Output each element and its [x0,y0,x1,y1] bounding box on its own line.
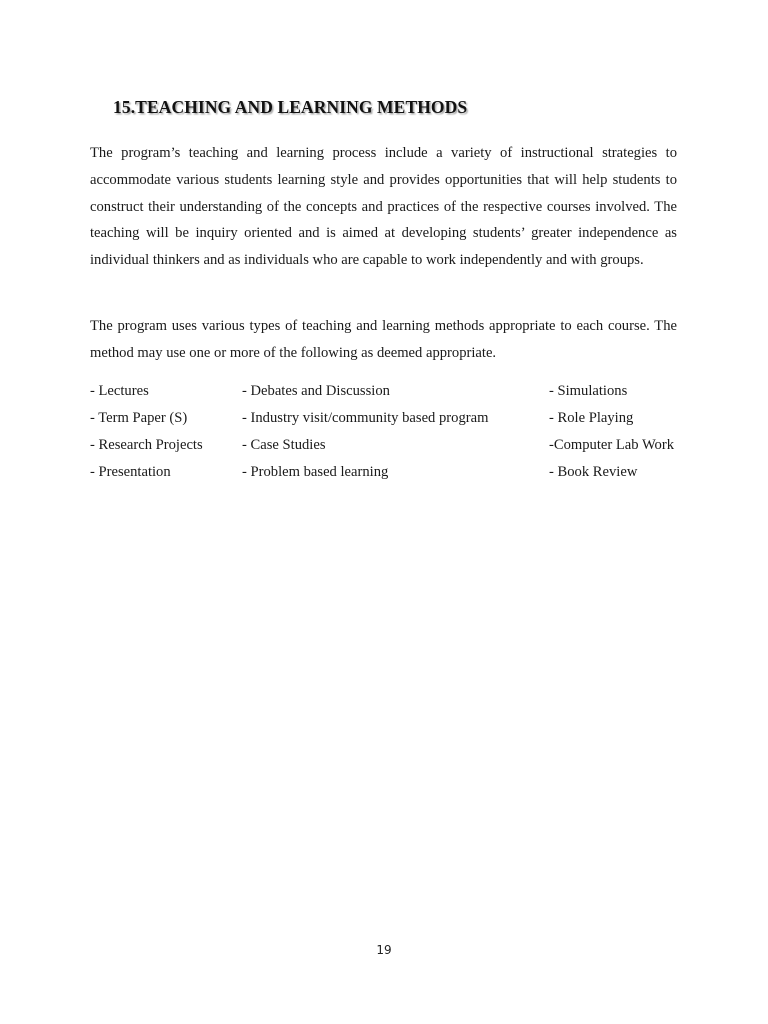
method-item: - Role Playing [549,410,634,426]
section-heading: 15.TEACHING AND LEARNING METHODS [113,97,468,117]
method-item: - Debates and Discussion [242,383,390,399]
method-item: - Industry visit/community based program [242,410,489,426]
paragraph-methods-intro: The program uses various types of teaching and learning methods appropriate to each course. The method may use one or more of the following as deemed appropriate. [90,318,677,361]
method-item: - Presentation [90,464,171,480]
methods-row [0,432,768,459]
methods-list [0,378,768,486]
methods-row [0,459,768,486]
page-number: 19 [376,943,392,957]
paragraph-teaching-process: The program’s teaching and learning process include a variety of instructional strategies to accommodate various students learning style and provides opportunities that will help students to construct their understanding of the concepts and practices of the respective courses involved. The teaching will be inquiry oriented and is aimed at developing students’ greater independence as individual thinkers and as individuals who are capable to work independently and with groups. [90,145,677,269]
methods-row [0,378,768,405]
methods-row [0,405,768,432]
method-item: -Computer Lab Work [549,437,675,453]
method-item: - Problem based learning [242,464,389,480]
method-item: - Lectures [90,383,149,399]
method-item: - Simulations [549,383,628,399]
method-item: - Research Projects [90,437,203,453]
method-item: - Case Studies [242,437,326,453]
method-item: - Term Paper (S) [90,410,188,426]
method-item: - Book Review [549,464,638,480]
